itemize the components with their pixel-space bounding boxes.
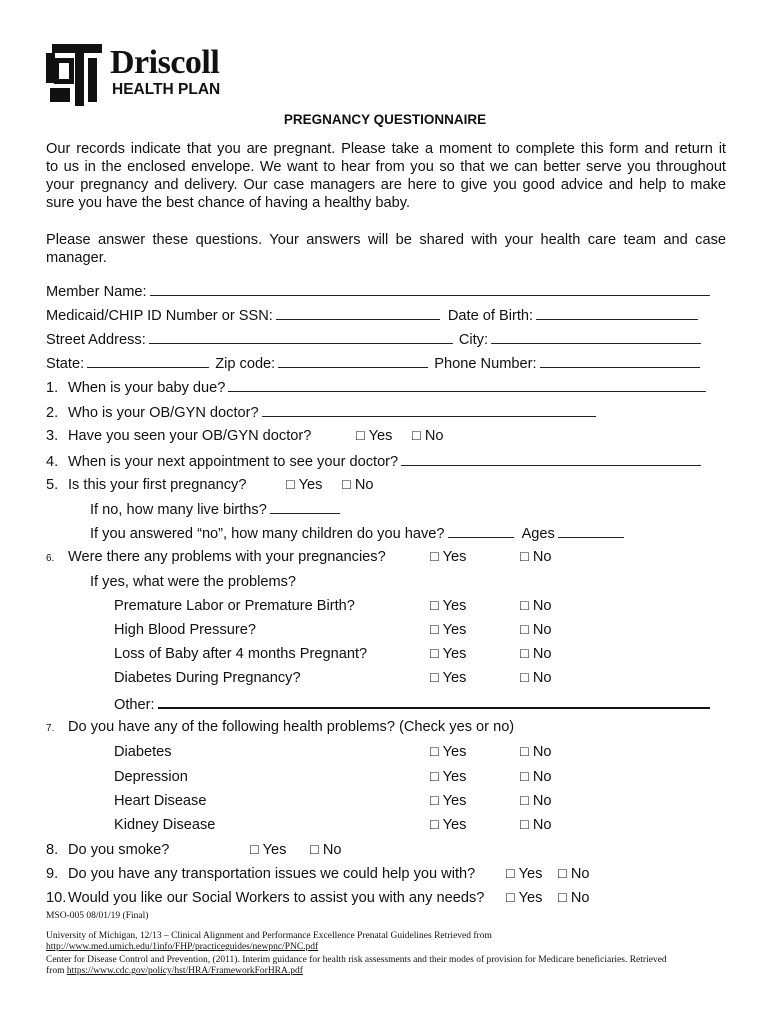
intro-line: sure you have the best chance of having a healthy baby. [46, 195, 411, 211]
question-number: 3. [46, 428, 59, 444]
page-title: PREGNANCY QUESTIONNAIRE [283, 112, 487, 127]
question-number: 4. [46, 454, 59, 470]
checkbox-icon: □ [520, 598, 529, 614]
option-label: No [532, 670, 552, 686]
q6-item-no-option[interactable] [520, 621, 552, 639]
question-number: 2. [46, 405, 59, 421]
logo-subtitle: HEALTH PLAN [112, 81, 221, 98]
q6-item-label: High Blood Pressure? [114, 622, 256, 638]
intro-line: Our records indicate that you are pregnant. Please take a moment to complete this form and return it [46, 141, 726, 157]
checkbox-icon: □ [356, 428, 365, 444]
q6-item-row [114, 669, 552, 687]
zip-label: Zip code: [215, 356, 276, 372]
due-date-field[interactable] [228, 378, 706, 392]
option-label: No [354, 477, 374, 493]
question-text: Do you have any transportation issues we could help you with? [68, 866, 476, 882]
checkbox-icon: □ [286, 477, 295, 493]
reference-1-link[interactable]: http://www.med.umich.edu/1info/FHP/practiceguides/newpnc/PNC.pdf [46, 942, 319, 952]
q7-item-yes-option[interactable] [430, 792, 466, 810]
question-text: Do you have any of the following health problems? (Check yes or no) [68, 719, 515, 735]
q6-item-no-option[interactable] [520, 597, 552, 615]
intro-paragraph [46, 140, 726, 212]
q6-other-label: Other: [114, 697, 155, 713]
q5-no-option[interactable] [342, 476, 374, 494]
q6-item-yes-option[interactable] [430, 669, 466, 687]
option-label: No [322, 842, 342, 858]
question-5 [46, 476, 374, 494]
q7-item-row [114, 816, 552, 834]
checkbox-icon: □ [412, 428, 421, 444]
question-number: 1. [46, 380, 59, 396]
question-4 [46, 452, 701, 470]
question-9 [46, 865, 590, 883]
q7-item-label: Kidney Disease [114, 817, 216, 833]
option-label: No [532, 549, 552, 565]
checkbox-icon: □ [520, 670, 529, 686]
driscoll-logo [46, 44, 246, 106]
q7-item-row [114, 743, 552, 761]
checkbox-icon: □ [430, 670, 439, 686]
question-8 [46, 841, 342, 859]
option-label: Yes [442, 793, 467, 809]
next-appointment-field[interactable] [401, 452, 701, 466]
option-label: Yes [442, 769, 467, 785]
question-1 [46, 378, 706, 396]
checkbox-icon: □ [520, 549, 529, 565]
q6-item-yes-option[interactable] [430, 645, 466, 663]
checkbox-icon: □ [558, 890, 567, 906]
intro-line: to us in the enclosed envelope. We want to hear from you so that we can better serve you throughout [46, 159, 726, 175]
q6-item-row [114, 597, 552, 615]
checkbox-icon: □ [430, 769, 439, 785]
q7-item-no-option[interactable] [520, 816, 552, 834]
q7-item-label: Diabetes [114, 744, 172, 760]
option-label: No [532, 817, 552, 833]
option-label: No [532, 744, 552, 760]
driscoll-logo-mark-icon [46, 44, 104, 106]
q9-yes-option[interactable] [506, 865, 542, 883]
question-number: 5. [46, 477, 59, 493]
street-label: Street Address: [46, 332, 146, 348]
phone-label: Phone Number: [434, 356, 537, 372]
q6-item-yes-option[interactable] [430, 621, 466, 639]
question-number: 10. [46, 890, 67, 906]
option-label: No [532, 646, 552, 662]
q7-item-label: Heart Disease [114, 793, 207, 809]
reference-2 [46, 955, 667, 977]
question-subtext: If no, how many live births? [90, 502, 267, 518]
option-label: No [532, 769, 552, 785]
checkbox-icon: □ [520, 622, 529, 638]
id-ssn-field[interactable] [276, 306, 440, 320]
children-count-field[interactable] [448, 524, 514, 538]
checkbox-icon: □ [430, 793, 439, 809]
reference-2-link[interactable]: https://www.cdc.gov/policy/hst/HRA/FrameworkForHRA.pdf [66, 966, 303, 976]
checkbox-icon: □ [430, 549, 439, 565]
city-field[interactable] [491, 330, 701, 344]
option-label: Yes [442, 817, 467, 833]
q7-item-no-option[interactable] [520, 768, 552, 786]
zip-field[interactable] [278, 354, 428, 368]
dob-field[interactable] [536, 306, 698, 320]
question-number: 7. [46, 723, 55, 734]
state-field[interactable] [87, 354, 209, 368]
q8-yes-option[interactable] [250, 841, 286, 859]
member-name-field[interactable] [150, 282, 710, 296]
option-label: Yes [368, 428, 393, 444]
checkbox-icon: □ [520, 793, 529, 809]
question-text: Were there any problems with your pregnancies? [68, 549, 386, 565]
checkbox-icon: □ [430, 622, 439, 638]
q5-yes-option[interactable] [286, 476, 322, 494]
reference-1 [46, 931, 492, 953]
checkbox-icon: □ [430, 598, 439, 614]
checkbox-icon: □ [430, 817, 439, 833]
reference-text: University of Michigan, 12/13 – Clinical Alignment and Performance Excellence Prenatal Guidelines Retrieved from [46, 931, 492, 941]
city-label: City: [458, 332, 489, 348]
question-text: Is this your first pregnancy? [68, 477, 247, 493]
checkbox-icon: □ [506, 890, 515, 906]
q6-item-row [114, 645, 552, 663]
question-number: 9. [46, 866, 59, 882]
question-7 [46, 718, 514, 736]
q10-yes-option[interactable] [506, 889, 542, 907]
checkbox-icon: □ [520, 646, 529, 662]
intro-line: your pregnancy and delivery. Our case managers are here to give you good advice and help to make [46, 177, 726, 193]
question-6 [46, 548, 552, 566]
ages-label: Ages [521, 526, 555, 542]
ages-field[interactable] [558, 524, 624, 538]
question-3 [46, 427, 444, 445]
q6-item-row [114, 621, 552, 639]
option-label: No [570, 866, 590, 882]
q6-yes-option[interactable] [430, 548, 466, 566]
live-births-field[interactable] [270, 500, 340, 514]
id-dob-row [46, 306, 698, 324]
option-label: Yes [442, 549, 467, 565]
option-label: Yes [518, 890, 543, 906]
question-text: Would you like our Social Workers to assist you with any needs? [68, 890, 485, 906]
reference-text: Center for Disease Control and Prevention, (2011). Interim guidance for health risk assessments and their modes of provision for Medicare beneficiaries. Retrieved [46, 955, 667, 965]
address-row [46, 330, 701, 348]
q6-item-label: Premature Labor or Premature Birth? [114, 598, 355, 614]
id-ssn-label: Medicaid/CHIP ID Number or SSN: [46, 308, 273, 324]
q8-no-option[interactable] [310, 841, 342, 859]
q6-no-option[interactable] [520, 548, 552, 566]
checkbox-icon: □ [430, 744, 439, 760]
q6-item-no-option[interactable] [520, 645, 552, 663]
q6-other-row [114, 694, 710, 712]
question-text: When is your baby due? [68, 380, 226, 396]
option-label: No [532, 598, 552, 614]
q7-item-yes-option[interactable] [430, 816, 466, 834]
q5-children-row [90, 524, 624, 542]
member-name-row [46, 282, 710, 300]
q7-item-yes-option[interactable] [430, 743, 466, 761]
q6-item-yes-option[interactable] [430, 597, 466, 615]
question-subtext: If you answered “no”, how many children do you have? [90, 526, 445, 542]
question-text: When is your next appointment to see your doctor? [68, 454, 399, 470]
instruction-paragraph [46, 231, 726, 267]
option-label: Yes [442, 598, 467, 614]
option-label: Yes [442, 622, 467, 638]
question-text: Have you seen your OB/GYN doctor? [68, 428, 312, 444]
option-label: No [424, 428, 444, 444]
option-label: Yes [518, 866, 543, 882]
state-zip-phone-row [46, 354, 700, 372]
checkbox-icon: □ [520, 769, 529, 785]
q7-item-no-option[interactable] [520, 743, 552, 761]
option-label: Yes [262, 842, 287, 858]
q3-no-option[interactable] [412, 427, 444, 445]
instruction-line: Please answer these questions. Your answers will be shared with your health care team and case [46, 232, 726, 248]
q6-item-label: Loss of Baby after 4 months Pregnant? [114, 646, 368, 662]
obgyn-doctor-field[interactable] [262, 403, 596, 417]
q7-item-no-option[interactable] [520, 792, 552, 810]
q7-item-row [114, 792, 552, 810]
form-id: MSO-005 08/01/19 (Final) [46, 911, 149, 921]
dob-label: Date of Birth: [447, 308, 534, 324]
question-2 [46, 403, 596, 421]
question-text: Do you smoke? [68, 842, 170, 858]
q6-other-field[interactable] [158, 694, 710, 709]
state-label: State: [46, 356, 85, 372]
checkbox-icon: □ [310, 842, 319, 858]
option-label: No [570, 890, 590, 906]
q10-no-option[interactable] [558, 889, 590, 907]
member-name-label: Member Name: [46, 284, 147, 300]
logo-name: Driscoll [110, 44, 220, 81]
option-label: No [532, 622, 552, 638]
checkbox-icon: □ [520, 744, 529, 760]
q6-subheading [90, 573, 296, 591]
checkbox-icon: □ [250, 842, 259, 858]
q6-item-label: Diabetes During Pregnancy? [114, 670, 301, 686]
street-field[interactable] [149, 330, 453, 344]
q9-no-option[interactable] [558, 865, 590, 883]
checkbox-icon: □ [558, 866, 567, 882]
checkbox-icon: □ [430, 646, 439, 662]
checkbox-icon: □ [342, 477, 351, 493]
phone-field[interactable] [540, 354, 700, 368]
option-label: Yes [442, 670, 467, 686]
reference-from: from [46, 966, 65, 976]
option-label: No [532, 793, 552, 809]
q6-item-no-option[interactable] [520, 669, 552, 687]
q5-live-births-row [90, 500, 340, 518]
question-number: 6. [46, 553, 55, 564]
q3-yes-option[interactable] [356, 427, 392, 445]
option-label: Yes [442, 646, 467, 662]
q7-item-label: Depression [114, 769, 188, 785]
question-number: 8. [46, 842, 59, 858]
instruction-line: manager. [46, 250, 107, 266]
q7-item-row [114, 768, 552, 786]
option-label: Yes [298, 477, 323, 493]
question-10 [46, 889, 590, 907]
question-subtext: If yes, what were the problems? [90, 574, 297, 590]
checkbox-icon: □ [520, 817, 529, 833]
question-text: Who is your OB/GYN doctor? [68, 405, 259, 421]
checkbox-icon: □ [506, 866, 515, 882]
option-label: Yes [442, 744, 467, 760]
q7-item-yes-option[interactable] [430, 768, 466, 786]
